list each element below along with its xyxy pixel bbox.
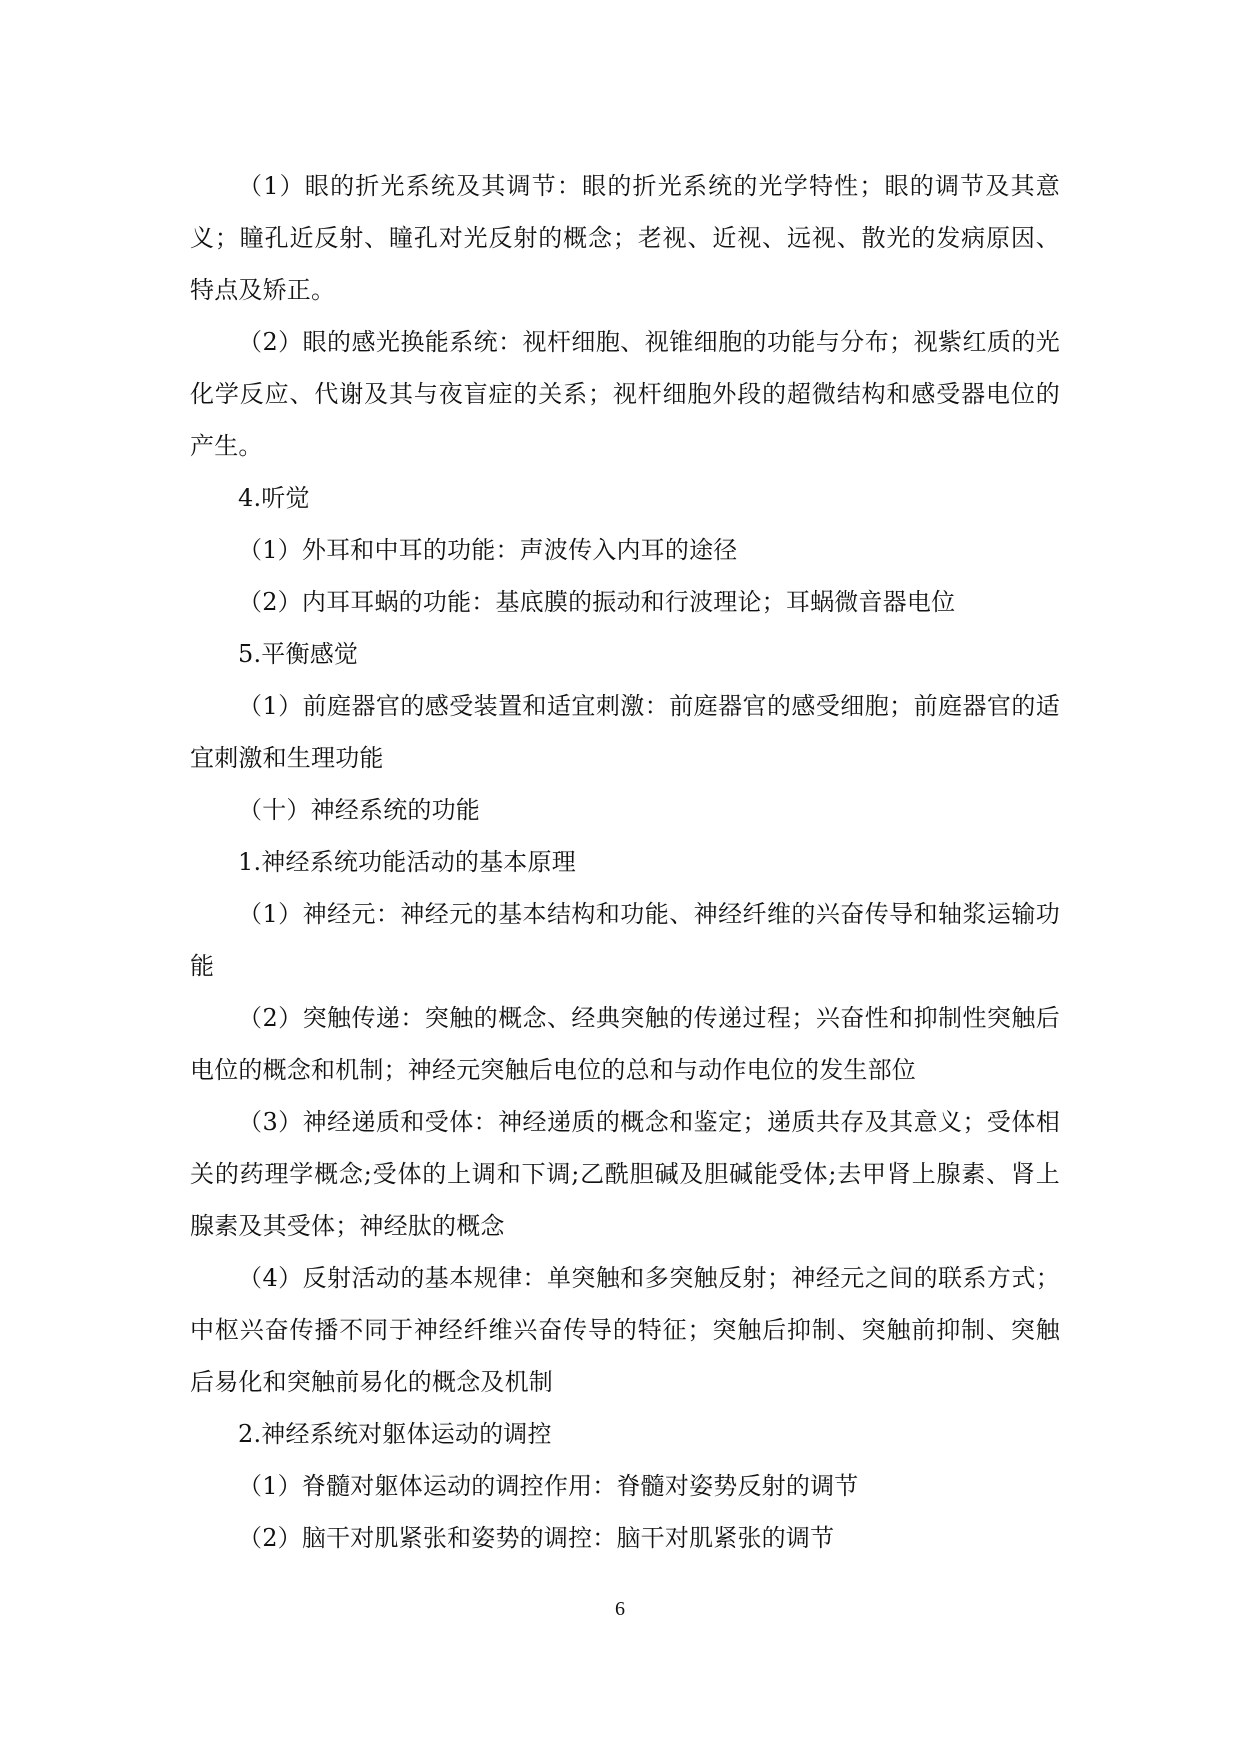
paragraph-eye-photoreception: （2）眼的感光换能系统：视杆细胞、视锥细胞的功能与分布；视紫红质的光化学反应、代谢及其与夜盲症的关系；视杆细胞外段的超微结构和感受器电位的产生。 — [190, 328, 1060, 460]
heading-balance: 5.平衡感觉 — [238, 640, 359, 668]
paragraph-spinal-cord: （1）脊髓对躯体运动的调控作用：脊髓对姿势反射的调节 — [238, 1472, 859, 1500]
paragraph-neuron: （1）神经元：神经元的基本结构和功能、神经纤维的兴奋传导和轴浆运输功能 — [190, 900, 1060, 980]
heading-basic-principles: 1.神经系统功能活动的基本原理 — [238, 848, 576, 876]
page-body — [190, 160, 1060, 1564]
heading-motor-control: 2.神经系统对躯体运动的调控 — [238, 1420, 552, 1448]
paragraph-reflex-activity: （4）反射活动的基本规律：单突触和多突触反射；神经元之间的联系方式；中枢兴奋传播不同于神经纤维兴奋传导的特征；突触后抑制、突触前抑制、突触后易化和突触前易化的概念及机制 — [190, 1264, 1060, 1396]
page-number: 6 — [615, 1598, 625, 1620]
heading-hearing: 4.听觉 — [238, 484, 310, 512]
paragraph-cochlea: （2）内耳耳蜗的功能：基底膜的振动和行波理论；耳蜗微音器电位 — [238, 588, 956, 616]
paragraph-brainstem: （2）脑干对肌紧张和姿势的调控：脑干对肌紧张的调节 — [238, 1524, 835, 1552]
paragraph-neurotransmitters: （3）神经递质和受体：神经递质的概念和鉴定；递质共存及其意义；受体相关的药理学概念;受体的上调和下调;乙酰胆碱及胆碱能受体;去甲肾上腺素、肾上腺素及其受体；神经肽的概念 — [190, 1108, 1060, 1240]
paragraph-eye-refraction: （1）眼的折光系统及其调节：眼的折光系统的光学特性；眼的调节及其意义；瞳孔近反射、瞳孔对光反射的概念；老视、近视、远视、散光的发病原因、特点及矫正。 — [190, 172, 1060, 304]
paragraph-synaptic-transmission: （2）突触传递：突触的概念、经典突触的传递过程；兴奋性和抑制性突触后电位的概念和机制；神经元突触后电位的总和与动作电位的发生部位 — [190, 1004, 1060, 1084]
paragraph-vestibular: （1）前庭器官的感受装置和适宜刺激：前庭器官的感受细胞；前庭器官的适宜刺激和生理功能 — [190, 692, 1060, 772]
section-heading-nervous-system: （十）神经系统的功能 — [238, 796, 480, 824]
paragraph-outer-middle-ear: （1）外耳和中耳的功能：声波传入内耳的途径 — [238, 536, 738, 564]
